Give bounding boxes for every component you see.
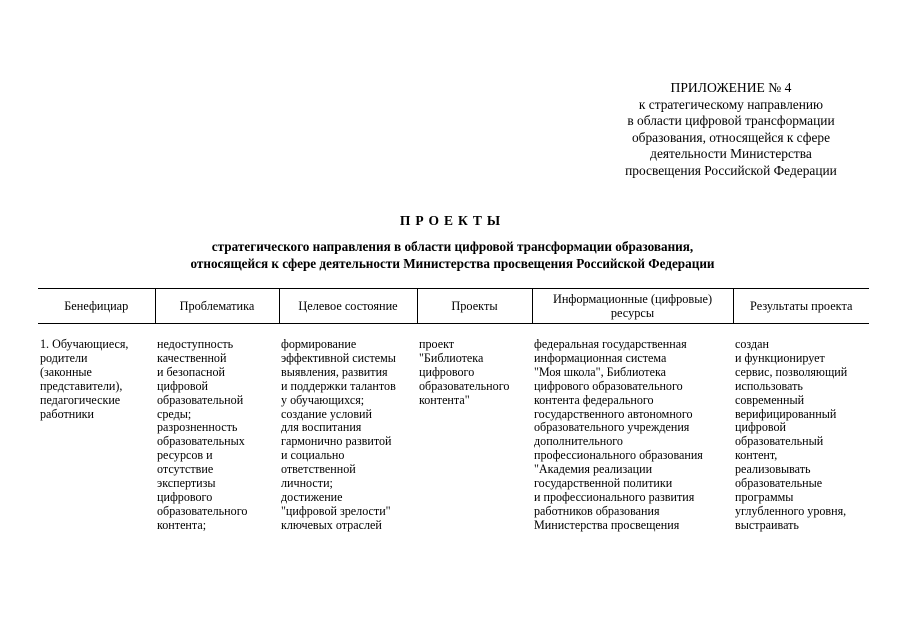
cell-text-line: недоступность xyxy=(157,337,234,351)
cell-text-line: цифровой xyxy=(157,378,209,393)
cell-text-line: 1. Обучающиеся, xyxy=(40,337,129,351)
cell-text-line: отсутствие xyxy=(157,462,214,477)
header-target-state: Целевое состояние xyxy=(279,289,417,324)
cell-beneficiary xyxy=(38,324,155,533)
cell-text-line: ресурсов и xyxy=(157,448,213,463)
cell-text-line: образовательных xyxy=(157,434,245,449)
cell-text-line: личности; xyxy=(281,476,333,491)
cell-text-line: проект xyxy=(419,337,455,351)
cell-text-line: Министерства просвещения xyxy=(534,517,680,532)
cell-text-line: образовательной xyxy=(157,392,244,407)
cell-text-line: среды; xyxy=(157,406,192,421)
appendix-line: деятельности Министерства xyxy=(650,146,812,162)
cell-text-line: современный xyxy=(735,392,805,407)
cell-text-line: у обучающихся; xyxy=(281,392,365,407)
cell-text-line: сервис, позволяющий xyxy=(735,364,848,379)
header-problems: Проблематика xyxy=(155,289,279,324)
cell-text-line: верифицированный xyxy=(735,406,837,421)
cell-text-line: педагогические xyxy=(40,392,121,407)
cell-text-line: и функционирует xyxy=(735,350,825,365)
cell-text-line: "цифровой зрелости" xyxy=(281,503,391,518)
cell-text-line: работников образования xyxy=(534,503,660,518)
document-subtitle xyxy=(0,238,905,272)
cell-text-line: контента федерального xyxy=(534,392,654,407)
cell-text-line: контента" xyxy=(419,392,470,407)
cell-text-line: работники xyxy=(40,406,95,421)
cell-text-line: разрозненность xyxy=(157,420,238,435)
appendix-line: просвещения Российской Федерации xyxy=(625,162,837,178)
cell-text-line: и безопасной xyxy=(157,364,225,379)
cell-text-line: контента; xyxy=(157,517,207,532)
cell-text-line: ключевых отраслей xyxy=(281,517,382,532)
cell-text-line: образовательного xyxy=(419,378,510,393)
cell-text-line: родители xyxy=(40,350,88,365)
cell-text-line: и профессионального развития xyxy=(534,489,695,504)
document-title: ПРОЕКТЫ xyxy=(399,213,506,228)
cell-text-line: цифрового xyxy=(419,364,475,379)
cell-text-line: образовательный xyxy=(735,434,824,449)
cell-text-line: (законные xyxy=(40,364,92,379)
cell-text-line: образовательного учреждения xyxy=(534,420,690,435)
table-row xyxy=(38,324,869,533)
cell-digital-resources xyxy=(532,324,733,533)
cell-projects xyxy=(417,324,532,533)
cell-text-line: и социально xyxy=(281,448,345,463)
cell-text-line: "Библиотека xyxy=(419,350,484,365)
cell-text-line: цифрового xyxy=(157,489,213,504)
cell-text-line: "Академия реализации xyxy=(534,462,653,477)
cell-project-results xyxy=(733,324,869,533)
appendix-line: образования, относящейся к сфере xyxy=(631,129,831,145)
cell-text-line: государственной политики xyxy=(534,476,673,491)
cell-text-line: гармонично развитой xyxy=(281,434,392,449)
cell-target-state xyxy=(279,324,417,533)
cell-text-line: контент, xyxy=(735,448,778,463)
cell-text-line: программы xyxy=(735,489,794,504)
header-projects: Проекты xyxy=(417,289,532,324)
cell-text-line: федеральная государственная xyxy=(534,337,687,351)
cell-text-line: цифрового образовательного xyxy=(534,378,683,393)
projects-table xyxy=(38,288,869,533)
cell-text-line: реализовывать xyxy=(735,462,811,477)
cell-text-line: и поддержки талантов xyxy=(281,378,396,393)
header-project-results: Результаты проекта xyxy=(733,289,869,324)
cell-text-line: "Моя школа", Библиотека xyxy=(534,364,667,379)
subtitle-line: относящейся к сфере деятельности Министерства просвещения Российской Федерации xyxy=(190,256,715,271)
cell-text-line: образовательные xyxy=(735,476,823,491)
cell-text-line: углубленного уровня, xyxy=(735,503,847,518)
cell-text-line: создание условий xyxy=(281,406,372,421)
header-beneficiary: Бенефициар xyxy=(38,289,155,324)
cell-text-line: государственного автономного xyxy=(534,406,693,421)
cell-text-line: создан xyxy=(735,337,769,351)
cell-text-line: для воспитания xyxy=(281,420,362,435)
cell-text-line: эффективной системы xyxy=(281,350,396,365)
cell-text-line: выстраивать xyxy=(735,517,799,532)
cell-text-line: достижение xyxy=(281,489,343,504)
cell-problems xyxy=(155,324,279,533)
cell-text-line: качественной xyxy=(157,350,227,365)
header-digital-resources: Информационные (цифровые) ресурсы xyxy=(532,289,733,324)
appendix-header xyxy=(601,80,861,180)
table-header-row xyxy=(38,289,869,324)
subtitle-line: стратегического направления в области цифровой трансформации образования, xyxy=(211,239,694,254)
cell-text-line: цифровой xyxy=(735,420,787,435)
cell-text-line: экспертизы xyxy=(157,476,216,491)
appendix-title: ПРИЛОЖЕНИЕ № 4 xyxy=(670,80,792,95)
cell-text-line: профессионального образования xyxy=(534,448,703,463)
cell-text-line: выявления, развития xyxy=(281,364,388,379)
cell-text-line: формирование xyxy=(281,337,357,351)
cell-text-line: образовательного xyxy=(157,503,248,518)
appendix-line: в области цифровой трансформации xyxy=(627,113,835,129)
appendix-line: к стратегическому направлению xyxy=(638,96,824,112)
cell-text-line: информационная система xyxy=(534,350,667,365)
cell-text-line: дополнительного xyxy=(534,434,623,449)
cell-text-line: ответственной xyxy=(281,462,356,477)
cell-text-line: использовать xyxy=(735,378,803,393)
cell-text-line: представители), xyxy=(40,378,123,393)
